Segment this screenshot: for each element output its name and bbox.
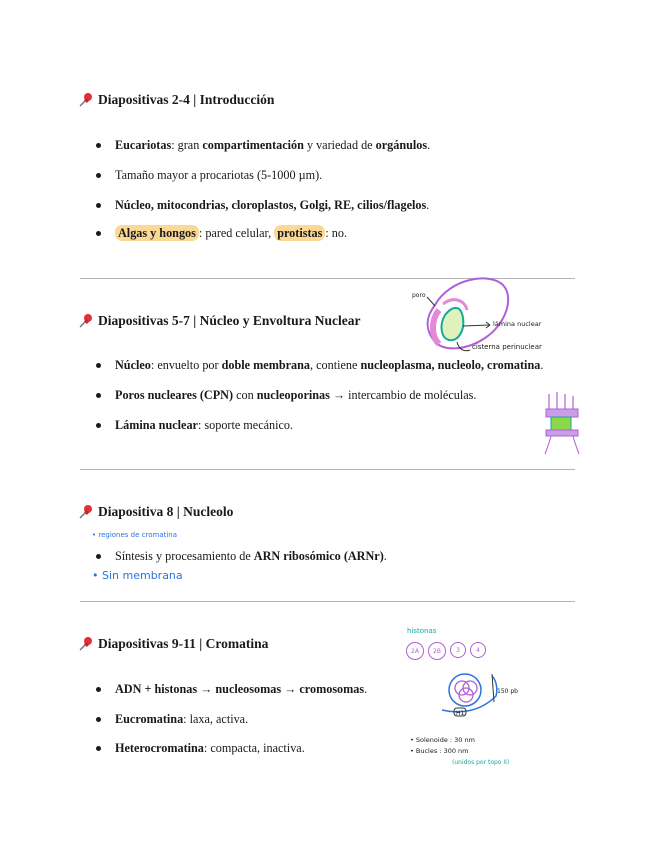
note-h1: H1	[456, 710, 465, 717]
pushpin-icon	[78, 313, 94, 329]
nucleosome-sketch	[440, 668, 500, 728]
bullet-icon	[96, 423, 101, 428]
highlight: Algas y hongos	[115, 225, 199, 241]
note-poro: poro	[412, 292, 426, 299]
bullet-icon	[96, 363, 101, 368]
list-item: Algas y hongos : pared celular, protistas : no.	[96, 226, 347, 241]
note-bucles: • Bucles : 300 nm	[410, 747, 469, 755]
pushpin-icon	[78, 636, 94, 652]
list-item: Heterocromatina: compacta, inactiva.	[96, 741, 305, 756]
list-item: Núcleo: envuelto por doble membrana, contiene nucleoplasma, nucleolo, cromatina.	[96, 358, 543, 373]
bullet-icon	[96, 746, 101, 751]
section-heading-chromatin: Diapositivas 9-11 | Cromatina	[78, 636, 268, 652]
section-heading-nucleolus: Diapositiva 8 | Nucleolo	[78, 504, 233, 520]
bullet-icon	[96, 554, 101, 559]
bullet-icon	[96, 203, 101, 208]
note-regiones: • regiones de cromatina	[92, 531, 178, 539]
histone-circle: 4	[470, 642, 486, 658]
highlight: protistas	[274, 225, 325, 241]
histone-circles	[406, 642, 486, 660]
nuclear-pore-sketch	[543, 390, 583, 458]
bullet-icon	[96, 717, 101, 722]
pushpin-icon	[78, 92, 94, 108]
bullet-icon	[96, 143, 101, 148]
bullet-icon	[96, 393, 101, 398]
list-item: Lámina nuclear: soporte mecánico.	[96, 418, 293, 433]
note-size: 150 pb	[497, 688, 518, 695]
pushpin-icon	[78, 504, 94, 520]
list-item: Síntesis y procesamiento de ARN ribosómico (ARNr).	[96, 549, 387, 564]
note-sin-membrana: • Sin membrana	[92, 569, 183, 582]
histone-circle: 2A	[406, 642, 424, 660]
divider	[80, 601, 575, 602]
histone-circle: 2B	[428, 642, 446, 660]
list-item: Tamaño mayor a procariotas (5-1000 µm).	[96, 168, 322, 183]
list-item: Núcleo, mitocondrias, cloroplastos, Golgi, RE, cilios/flagelos.	[96, 198, 429, 213]
bullet-icon	[96, 231, 101, 236]
note-cisterna: cisterna perinuclear	[472, 343, 542, 351]
histone-circle: 3	[450, 642, 466, 658]
note-lamina: lámina nuclear	[493, 320, 542, 328]
list-item: Eucariotas: gran compartimentación y variedad de orgánulos.	[96, 138, 430, 153]
list-item: Eucromatina: laxa, activa.	[96, 712, 248, 727]
list-item: Poros nucleares (CPN) con nucleoporinas → intercambio de moléculas.	[96, 388, 476, 403]
section-heading-intro: Diapositivas 2-4 | Introducción	[78, 92, 274, 108]
bullet-icon	[96, 173, 101, 178]
note-unidos: (unidos por topo II)	[452, 759, 510, 766]
bullet-icon	[96, 687, 101, 692]
divider	[80, 469, 575, 470]
note-histonas: histonas	[407, 627, 437, 635]
section-heading-nucleus: Diapositivas 5-7 | Núcleo y Envoltura Nuclear	[78, 313, 360, 329]
note-solenoide: • Solenoide : 30 nm	[410, 736, 475, 744]
list-item: ADN + histonas → nucleosomas → cromosomas.	[96, 682, 367, 697]
